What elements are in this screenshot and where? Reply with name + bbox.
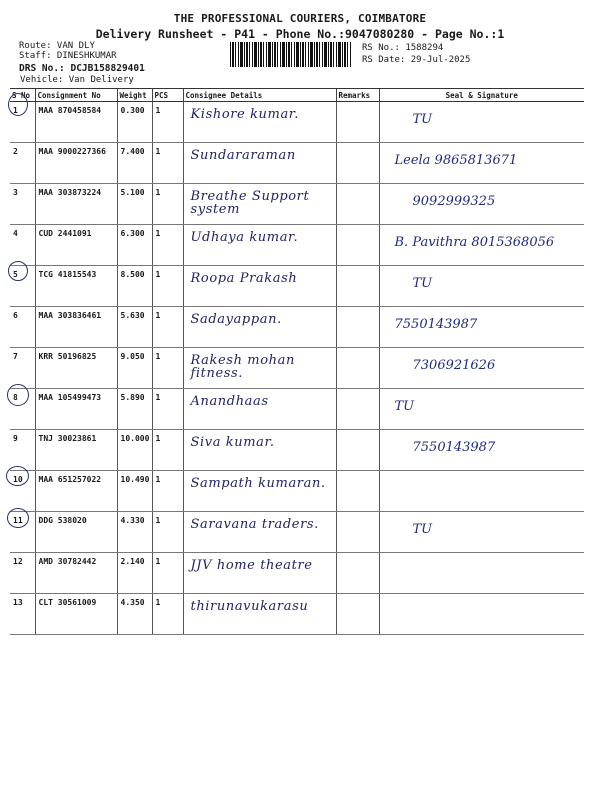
row-pcs: 1 [152, 184, 183, 225]
row-consignment-no: MAA 651257022 [35, 471, 117, 512]
col-consignment: Consignment No [35, 89, 117, 102]
row-consignment-no: MAA 870458584 [35, 102, 117, 143]
consignee-handwriting: thirunavukarasu [190, 599, 309, 614]
row-seal-signature [379, 553, 584, 594]
row-remarks [336, 512, 379, 553]
consignee-handwriting: Rakesh mohan fitness. [190, 353, 295, 381]
row-weight: 10.490 [117, 471, 152, 512]
row-pcs: 1 [152, 512, 183, 553]
row-seal-signature [379, 225, 584, 266]
staff-label: Staff: DINESHKUMAR [19, 51, 117, 61]
row-weight: 7.400 [117, 143, 152, 184]
signature-handwriting: TU [394, 399, 415, 414]
row-seal-signature [379, 266, 584, 307]
consignee-handwriting: Sampath kumaran. [190, 476, 326, 491]
table-header-row [10, 89, 584, 102]
row-consignee [183, 512, 336, 553]
row-weight: 4.350 [117, 594, 152, 635]
row-remarks [336, 471, 379, 512]
vehicle-label: Vehicle: Van Delivery [20, 75, 134, 85]
row-pcs: 1 [152, 266, 183, 307]
row-mark-circle [8, 261, 28, 281]
row-consignment-no: AMD 30782442 [35, 553, 117, 594]
row-sno: 11 [10, 512, 35, 553]
table-row [10, 389, 584, 430]
consignee-handwriting: Roopa Prakash [190, 271, 298, 286]
row-sno: 12 [10, 553, 35, 594]
row-seal-signature [379, 512, 584, 553]
row-seal-signature [379, 430, 584, 471]
row-weight: 5.100 [117, 184, 152, 225]
row-mark-circle [7, 508, 29, 528]
table-row [10, 225, 584, 266]
row-consignment-no: DDG 538020 [35, 512, 117, 553]
row-remarks [336, 143, 379, 184]
table-row [10, 184, 584, 225]
row-consignee [183, 389, 336, 430]
consignee-handwriting: Sadayappan. [190, 312, 282, 327]
row-sno: 9 [10, 430, 35, 471]
row-weight: 5.890 [117, 389, 152, 430]
row-consignee [183, 430, 336, 471]
consignee-handwriting: Saravana traders. [190, 517, 319, 532]
row-weight: 2.140 [117, 553, 152, 594]
table-row [10, 143, 584, 184]
consignee-handwriting: JJV home theatre [190, 558, 313, 573]
row-mark-circle [7, 384, 29, 406]
row-pcs: 1 [152, 594, 183, 635]
row-consignment-no: KRR 50196825 [35, 348, 117, 389]
barcode-image [230, 42, 352, 67]
row-consignee [183, 143, 336, 184]
row-consignee [183, 348, 336, 389]
row-consignee [183, 471, 336, 512]
row-weight: 9.050 [117, 348, 152, 389]
row-remarks [336, 225, 379, 266]
row-remarks [336, 389, 379, 430]
signature-handwriting: 7306921626 [412, 358, 496, 373]
col-consignee: Consignee Details [183, 89, 336, 102]
signature-handwriting: TU [412, 522, 433, 537]
route-label: Route: VAN DLY [19, 41, 95, 51]
row-consignment-no: TNJ 30023861 [35, 430, 117, 471]
row-consignee [183, 266, 336, 307]
row-seal-signature [379, 389, 584, 430]
row-seal-signature [379, 348, 584, 389]
col-sno: S No [10, 89, 35, 102]
signature-handwriting: 7550143987 [394, 317, 478, 332]
table-row [10, 471, 584, 512]
table-row [10, 102, 584, 143]
row-consignee [183, 225, 336, 266]
row-remarks [336, 348, 379, 389]
row-seal-signature [379, 143, 584, 184]
row-consignee [183, 553, 336, 594]
row-pcs: 1 [152, 553, 183, 594]
row-sno: 2 [10, 143, 35, 184]
runsheet-table [10, 88, 584, 635]
row-consignment-no: CLT 30561009 [35, 594, 117, 635]
row-sno: 8 [10, 389, 35, 430]
row-consignment-no: TCG 41815543 [35, 266, 117, 307]
consignee-handwriting: Breathe Support system [190, 189, 310, 217]
signature-handwriting: TU [412, 112, 433, 127]
row-remarks [336, 430, 379, 471]
row-pcs: 1 [152, 102, 183, 143]
col-remarks: Remarks [336, 89, 379, 102]
col-pcs: PCS [152, 89, 183, 102]
row-pcs: 1 [152, 430, 183, 471]
col-seal-signature: Seal & Signature [379, 89, 584, 102]
row-consignment-no: MAA 303836461 [35, 307, 117, 348]
row-seal-signature [379, 594, 584, 635]
row-weight: 10.000 [117, 430, 152, 471]
signature-handwriting: B. Pavithra 8015368056 [394, 235, 555, 250]
consignee-handwriting: Anandhaas [190, 394, 269, 409]
row-consignee [183, 307, 336, 348]
row-weight: 8.500 [117, 266, 152, 307]
row-weight: 5.630 [117, 307, 152, 348]
runsheet-subtitle: Delivery Runsheet - P41 - Phone No.:9047080280 - Page No.:1 [95, 27, 505, 41]
signature-handwriting: Leela 9865813671 [394, 153, 518, 168]
row-pcs: 1 [152, 143, 183, 184]
col-weight: Weight [117, 89, 152, 102]
row-seal-signature [379, 184, 584, 225]
row-weight: 4.330 [117, 512, 152, 553]
table-row [10, 430, 584, 471]
table-row [10, 512, 584, 553]
table-row [10, 594, 584, 635]
row-weight: 6.300 [117, 225, 152, 266]
row-pcs: 1 [152, 348, 183, 389]
signature-handwriting: 9092999325 [412, 194, 496, 209]
row-sno: 1 [10, 102, 35, 143]
row-sno: 4 [10, 225, 35, 266]
row-pcs: 1 [152, 471, 183, 512]
row-mark-circle [6, 466, 29, 486]
consignee-handwriting: Udhaya kumar. [190, 230, 299, 245]
consignee-handwriting: Siva kumar. [190, 435, 275, 450]
row-sno: 6 [10, 307, 35, 348]
row-consignee [183, 184, 336, 225]
row-remarks [336, 184, 379, 225]
row-pcs: 1 [152, 389, 183, 430]
drs-number: DRS No.: DCJB158829401 [19, 63, 145, 74]
rs-number: RS No.: 1588294 [362, 43, 444, 53]
row-consignee [183, 102, 336, 143]
row-consignment-no: MAA 9000227366 [35, 143, 117, 184]
rs-date: RS Date: 29-Jul-2025 [362, 55, 471, 65]
row-seal-signature [379, 471, 584, 512]
table-row [10, 553, 584, 594]
row-consignee [183, 594, 336, 635]
row-sno: 3 [10, 184, 35, 225]
row-remarks [336, 102, 379, 143]
row-remarks [336, 307, 379, 348]
row-consignment-no: MAA 105499473 [35, 389, 117, 430]
row-pcs: 1 [152, 307, 183, 348]
row-consignment-no: MAA 303873224 [35, 184, 117, 225]
row-remarks [336, 594, 379, 635]
row-seal-signature [379, 307, 584, 348]
row-remarks [336, 553, 379, 594]
row-remarks [336, 266, 379, 307]
signature-handwriting: 7550143987 [412, 440, 496, 455]
row-seal-signature [379, 102, 584, 143]
row-sno: 5 [10, 266, 35, 307]
table-row [10, 307, 584, 348]
row-consignment-no: CUD 2441091 [35, 225, 117, 266]
row-sno: 13 [10, 594, 35, 635]
signature-handwriting: TU [412, 276, 433, 291]
table-row [10, 266, 584, 307]
row-mark-circle [8, 93, 28, 116]
row-pcs: 1 [152, 225, 183, 266]
row-sno: 7 [10, 348, 35, 389]
row-sno: 10 [10, 471, 35, 512]
row-weight: 0.300 [117, 102, 152, 143]
company-title: THE PROFESSIONAL COURIERS, COIMBATORE [173, 12, 427, 25]
consignee-handwriting: Sundararaman [190, 148, 296, 163]
consignee-handwriting: Kishore kumar. [190, 107, 299, 122]
table-row [10, 348, 584, 389]
